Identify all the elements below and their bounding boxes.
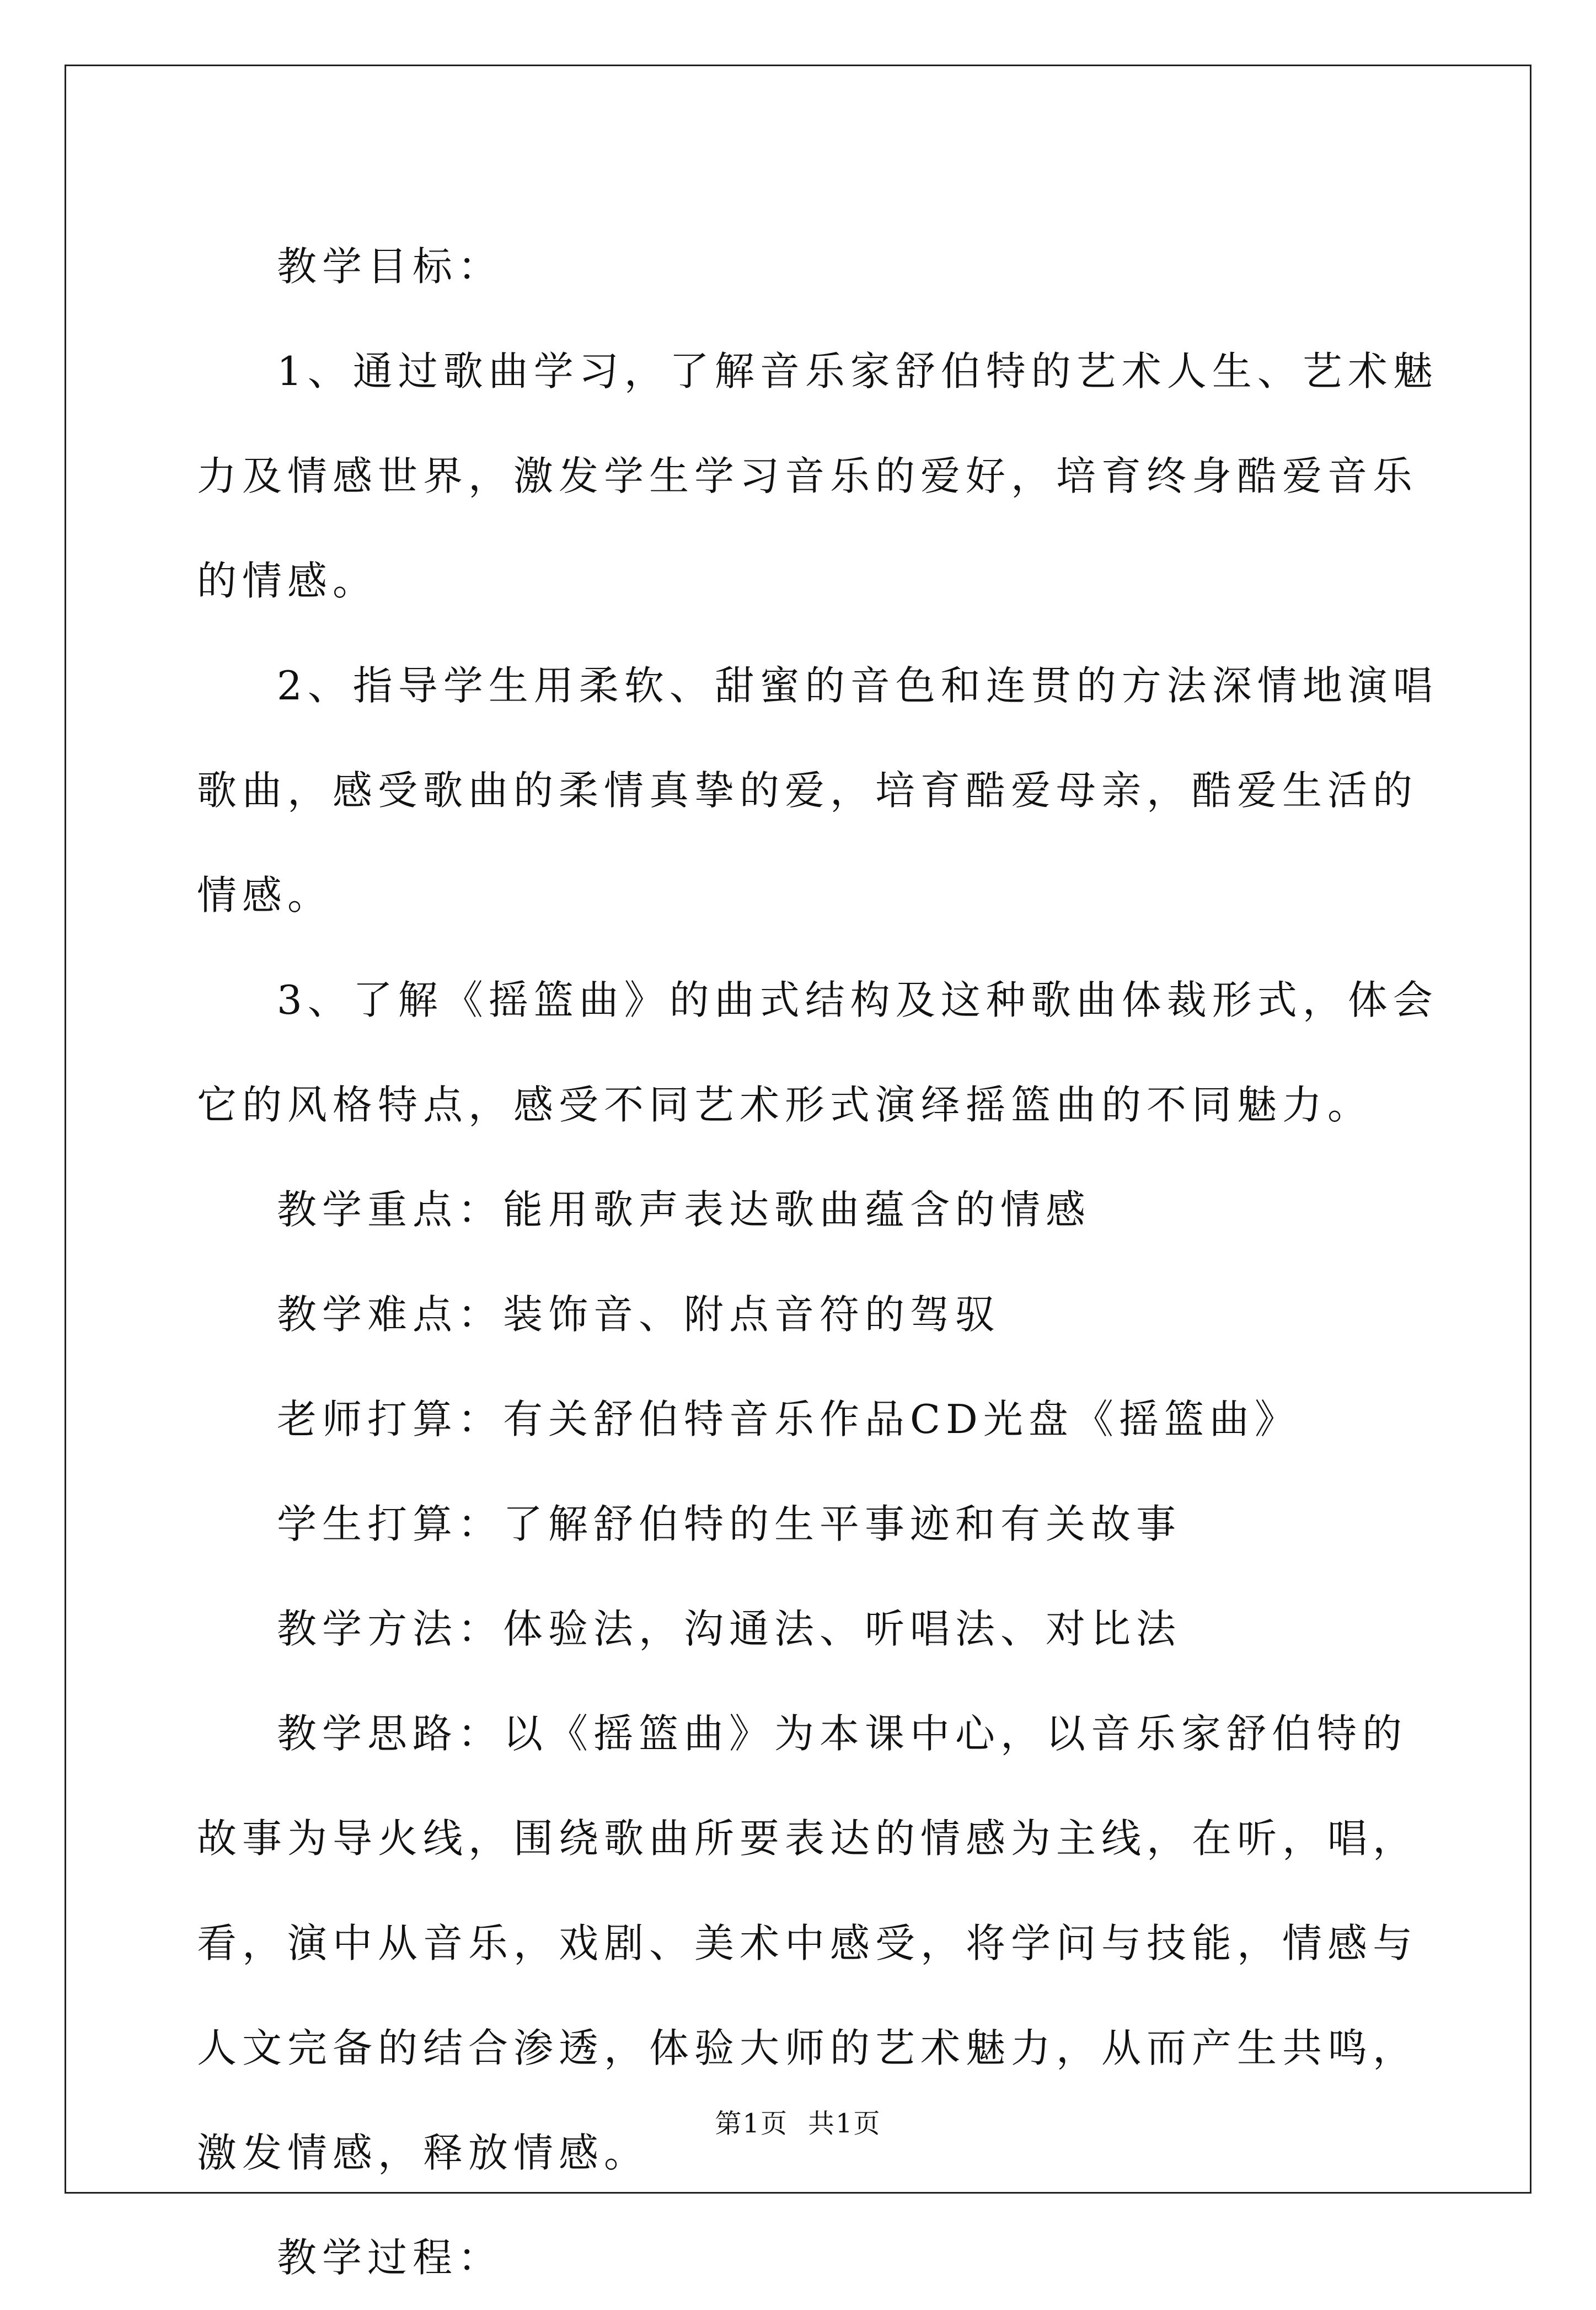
heading-teaching-goals: 教学目标： xyxy=(277,243,504,290)
teaching-key-points: 教学重点：能用歌声表达歌曲蕴含的情感 xyxy=(277,1186,1091,1233)
goal-item-1: 1、通过歌曲学习，了解音乐家舒伯特的艺术人生、艺术魅力及情感世界，激发学生学习音乐的爱好，培育终身酷爱音乐的情感。 xyxy=(197,348,1438,604)
page-footer xyxy=(0,2107,1596,2140)
heading-teaching-process: 教学过程： xyxy=(277,2234,504,2281)
teaching-methods: 教学方法：体验法，沟通法、听唱法、对比法 xyxy=(277,1606,1182,1652)
page-number-total: 共1页 xyxy=(808,2108,881,2139)
goal-item-2: 2、指导学生用柔软、甜蜜的音色和连贯的方法深情地演唱歌曲，感受歌曲的柔情真挚的爱，培育酷爱母亲，酷爱生活的情感。 xyxy=(197,662,1438,918)
document-body xyxy=(197,214,1449,2310)
teacher-preparation: 老师打算：有关舒伯特音乐作品CD光盘《摇篮曲》 xyxy=(277,1396,1300,1442)
teaching-approach: 教学思路：以《摇篮曲》为本课中心，以音乐家舒伯特的故事为导火线，围绕歌曲所要表达的情感为主线，在听，唱，看，演中从音乐，戏剧、美术中感受，将学问与技能，情感与人文完备的结合渗透，体验大师的艺术魅力，从而产生共鸣，激发情感，释放情感。 xyxy=(197,1710,1418,2176)
page-number-current: 第1页 xyxy=(715,2108,788,2139)
student-preparation: 学生打算：了解舒伯特的生平事迹和有关故事 xyxy=(277,1501,1182,1547)
goal-item-3: 3、了解《摇篮曲》的曲式结构及这种歌曲体裁形式，体会它的风格特点，感受不同艺术形式演绎摇篮曲的不同魅力。 xyxy=(197,977,1438,1128)
teaching-difficulties: 教学难点：装饰音、附点音符的驾驭 xyxy=(277,1291,1001,1338)
